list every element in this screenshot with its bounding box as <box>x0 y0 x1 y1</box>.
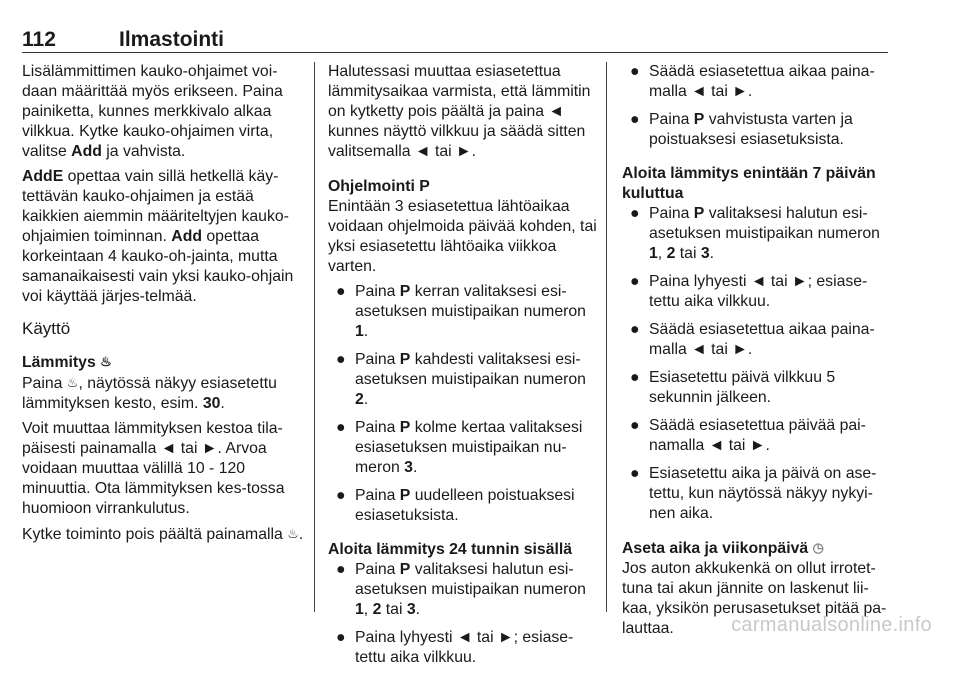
left-arrow-icon: ◄ <box>691 341 707 358</box>
right-arrow-icon: ► <box>201 440 218 457</box>
list-item: ● Paina lyhyesti ◄ tai ►; esiase-tettu aika vilkkuu. <box>336 629 574 666</box>
list-item: ● Paina P vahvistusta varten ja poistuaksesi esiasetuksista. <box>630 111 853 148</box>
start-7d-list <box>622 204 890 524</box>
right-arrow-icon: ► <box>732 83 748 100</box>
list-item: ● Säädä esiasetettua päivää pai-namalla ◄ tai ►. <box>630 417 866 454</box>
watermark: carmanualsonline.info <box>731 614 932 636</box>
list-item: ● Säädä esiasetettua aikaa paina-malla ◄ tai ►. <box>630 63 875 100</box>
column-2 <box>328 62 598 676</box>
right-arrow-icon: ► <box>497 629 514 646</box>
programming-list <box>328 282 598 526</box>
right-arrow-icon: ► <box>791 273 808 290</box>
heading-start-7d: Aloita lämmitys enintään 7 päivän kuluttua <box>622 165 876 202</box>
list-item: ● Paina P kolme kertaa valitaksesi esiasetuksen muistipaikan nu-meron 3. <box>336 419 583 476</box>
list-item: ● Paina P kerran valitaksesi esi-asetuksen muistipaikan numeron 1. <box>336 283 586 340</box>
left-arrow-icon: ◄ <box>548 103 565 120</box>
list-item: ● Paina P valitaksesi halutun esi-asetuksen muistipaikan numeron 1, 2 tai 3. <box>336 561 586 618</box>
paragraph-remote-setup: Lisälämmittimen kauko-ohjaimet voi-daan määrittää myös erikseen. Paina painiketta, kunnes merkkivalo alkaa vilkkua. Kytke kauko-ohjaimen virta, valitse Add ja vahvista. <box>22 63 283 160</box>
heading-start-24h: Aloita lämmitys 24 tunnin sisällä <box>328 541 573 558</box>
right-arrow-icon: ► <box>749 437 766 454</box>
right-arrow-icon: ► <box>456 143 472 160</box>
list-item: ● Paina lyhyesti ◄ tai ►; esiase-tettu aika vilkkuu. <box>630 273 868 310</box>
heat-icon: ♨ <box>66 375 79 390</box>
list-item: ● Paina P uudelleen poistuaksesi esiasetuksista. <box>336 487 575 524</box>
chapter-title: Ilmastointi <box>119 28 225 51</box>
paragraph-heating-1: Paina ♨, näytössä näkyy esiasetettu lämmityksen kesto, esim. 30. <box>22 375 277 412</box>
heat-icon: ♨ <box>287 526 299 541</box>
left-arrow-icon: ◄ <box>691 83 707 100</box>
adjust-list <box>622 62 890 150</box>
paragraph-heating-2: Voit muuttaa lämmityksen kestoa tila-päisesti painamalla ◄ tai ►. Arvoa voidaan muuttaa välillä 10 - 120 minuuttia. Ota lämmityksen kes-tossa huomioon virrankulutus. <box>22 420 285 517</box>
list-item: ● Paina P valitaksesi halutun esi-asetuksen muistipaikan numeron 1, 2 tai 3. <box>630 205 880 262</box>
column-3 <box>622 62 890 644</box>
section-title-operation: Käyttö <box>22 319 71 338</box>
column-divider-1 <box>314 62 315 612</box>
start-24h-list <box>328 560 598 668</box>
paragraph-set-time: Jos auton akkukenkä on ollut irrotet-tuna tai akun jännite on laskenut lii-kaa, yksikön perusasetukset pitää pa-lauttaa. <box>622 560 887 637</box>
clock-icon: ◷ <box>812 540 824 555</box>
left-arrow-icon: ◄ <box>414 143 431 160</box>
heat-icon: ♨ <box>100 354 112 369</box>
list-item: ● Säädä esiasetettua aikaa paina-malla ◄ tai ►. <box>630 321 875 358</box>
paragraph-adde: AddE opettaa vain sillä hetkellä käy-tettävän kauko-ohjaimen ja estää kaikkien aiemmin määriteltyjen kauko-ohjaimien toiminnan. Add opettaa korkeintaan 4 kauko-oh-jainta, mutta samanaikaisesti vain yksi kauko-ohjain voi käyttää järjes-telmää. <box>22 168 294 305</box>
paragraph-programming: Enintään 3 esiasetettua lähtöaikaa voidaan ohjelmoida päivää kohden, tai yksi esiasetettu lähtöaika viikkoa varten. <box>328 198 597 275</box>
right-arrow-icon: ► <box>732 341 748 358</box>
paragraph-heating-3: Kytke toiminto pois päältä painamalla ♨. <box>22 526 304 543</box>
left-arrow-icon: ◄ <box>708 437 725 454</box>
list-item: ● Esiasetettu päivä vilkkuu 5 sekunnin jälkeen. <box>630 369 836 406</box>
list-item: ● Paina P kahdesti valitaksesi esi-asetuksen muistipaikan numeron 2. <box>336 351 586 408</box>
left-arrow-icon: ◄ <box>750 273 767 290</box>
heading-heating: Lämmitys ♨ <box>22 354 112 371</box>
column-1 <box>22 62 304 550</box>
page-number: 112 <box>22 28 56 51</box>
header-divider <box>22 52 888 53</box>
heading-set-time: Aseta aika ja viikonpäivä ◷ <box>622 540 824 557</box>
list-item: ● Esiasetettu aika ja päivä on ase-tettu, kun näytössä näkyy nykyi-nen aika. <box>630 465 877 522</box>
left-arrow-icon: ◄ <box>160 440 177 457</box>
heading-programming: Ohjelmointi P <box>328 178 430 195</box>
left-arrow-icon: ◄ <box>456 629 473 646</box>
paragraph-change-preset: Halutessasi muuttaa esiasetettua lämmitysaikaa varmista, että lämmitin on kytketty pois päältä ja paina ◄ kunnes näyttö vilkkuu ja säädä sitten valitsemalla ◄ tai ►. <box>328 63 591 160</box>
column-divider-2 <box>606 62 607 612</box>
page-header <box>22 28 888 54</box>
